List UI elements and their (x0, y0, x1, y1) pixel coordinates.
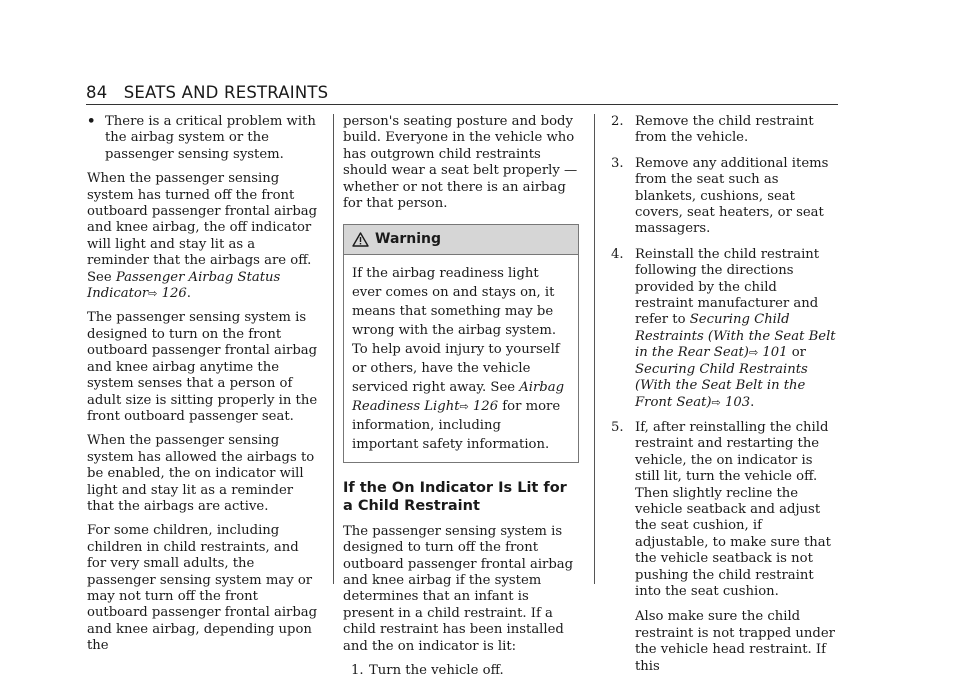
page-reference-arrow-icon: ⇨ (711, 395, 721, 409)
step-number: 5. (611, 419, 624, 435)
sentence-end: . (186, 286, 191, 302)
paragraph: The passenger sensing system is designed to turn off the front outboard passenger frontal airbag and knee airbag if the system determines that an infant is present in a child restraint. If a child restraint has been installed and the on indicator is lit: (343, 523, 574, 654)
bullet-item (87, 114, 319, 163)
step-text: Reinstall the child restraint following the directions provided by the child restraint manufacturer and refer to (635, 246, 820, 328)
header-rule (86, 104, 838, 105)
cross-reference-link[interactable]: Securing Child Restraints (With the Seat Belt in the Rear Seat) (635, 312, 836, 361)
step-number: 4. (611, 246, 624, 262)
page-reference[interactable]: 126 (472, 398, 499, 414)
section-subheading: If the On Indicator Is Lit for a Child Restraint (343, 479, 567, 514)
page-reference-arrow-icon: ⇨ (148, 287, 158, 301)
column-divider-1 (333, 114, 334, 584)
cross-reference-link[interactable]: Airbag Readiness Light (352, 379, 565, 414)
page-reference[interactable]: 101 (762, 345, 788, 361)
paragraph: For some children, including children in child restraints, and for very small adults, the passenger sensing system may or may not turn off the front outboard passenger frontal airbag and knee airbag, depending upon the (87, 523, 318, 654)
step-text: Remove any additional items from the seat such as blankets, cushions, seat covers, seat heaters, or seat massagers. (635, 155, 829, 237)
warning-text-end: for more information, including important safety information. (352, 398, 561, 452)
step-item (611, 247, 839, 411)
warning-text: If the airbag readiness light ever comes on and stays on, it means that something may be wrong with the airbag system. To help avoid injury to yourself or others, have the vehicle serviced right away. See (352, 265, 560, 395)
step-text: Turn the vehicle off. (369, 663, 504, 679)
step-continuation: Also make sure the child restraint is not trapped under the vehicle head restraint. If this (635, 609, 835, 674)
bullet-dot: • (87, 114, 96, 129)
column-3 (611, 114, 839, 675)
warning-title: Warning (375, 231, 442, 248)
warning-box (343, 224, 579, 462)
step-number: 1. (351, 663, 364, 679)
column-2 (343, 114, 579, 689)
paragraph: When the passenger sensing system has allowed the airbags to be enabled, the on indicator will light and stay lit as a reminder that the airbags are active. (87, 433, 315, 514)
step-number: 3. (611, 155, 624, 171)
step-text: If, after reinstalling the child restraint and restarting the vehicle, the on indicator is still lit, turn the vehicle off. Then slightly recline the vehicle seatback and adjust the seat cushion, if adjustable, to make sure that the vehicle seatback is not pushing the child restraint into the seat cushion. (635, 419, 831, 599)
page-reference-arrow-icon: ⇨ (748, 346, 759, 360)
step-text: or (787, 345, 806, 361)
page-header (86, 83, 838, 103)
cross-reference-link[interactable]: Passenger Airbag Status Indicator (87, 269, 281, 302)
paragraph: person's seating posture and body build. Everyone in the vehicle who has outgrown child restraints should wear a seat belt properly — whether or not there is an airbag for that person. (343, 114, 578, 212)
bullet-text: There is a critical problem with the airbag system or the passenger sensing system. (105, 114, 316, 162)
header-title (86, 83, 838, 103)
step-item (611, 420, 839, 600)
warning-triangle-icon (352, 232, 369, 247)
step-item (611, 114, 839, 147)
paragraph (87, 171, 319, 302)
paragraph-text: When the passenger sensing system has turned off the front outboard passenger frontal airbag and knee airbag, the off indicator will light and stay lit as a reminder that the airbags are off. See (87, 171, 318, 285)
page-reference-arrow-icon: ⇨ (459, 399, 469, 413)
warning-header (344, 225, 578, 254)
section-title: SEATS AND RESTRAINTS (123, 83, 329, 102)
step-text: Remove the child restraint from the vehicle. (635, 114, 814, 146)
column-1 (87, 114, 319, 663)
step-item (611, 156, 839, 238)
sentence-end: . (750, 394, 755, 410)
step-number: 2. (611, 114, 624, 129)
page-reference[interactable]: 103 (724, 394, 751, 410)
step-item (343, 663, 579, 679)
column-divider-2 (594, 114, 595, 584)
paragraph: The passenger sensing system is designed to turn on the front outboard passenger frontal airbag and knee airbag anytime the system senses that a person of adult size is sitting properly in the front outboard passenger seat. (87, 310, 318, 424)
cross-reference-link[interactable]: Securing Child Restraints (With the Seat Belt in the Front Seat) (635, 361, 808, 410)
page-reference[interactable]: 126 (161, 286, 187, 302)
warning-body (344, 255, 578, 462)
page-number: 84 (86, 83, 108, 102)
